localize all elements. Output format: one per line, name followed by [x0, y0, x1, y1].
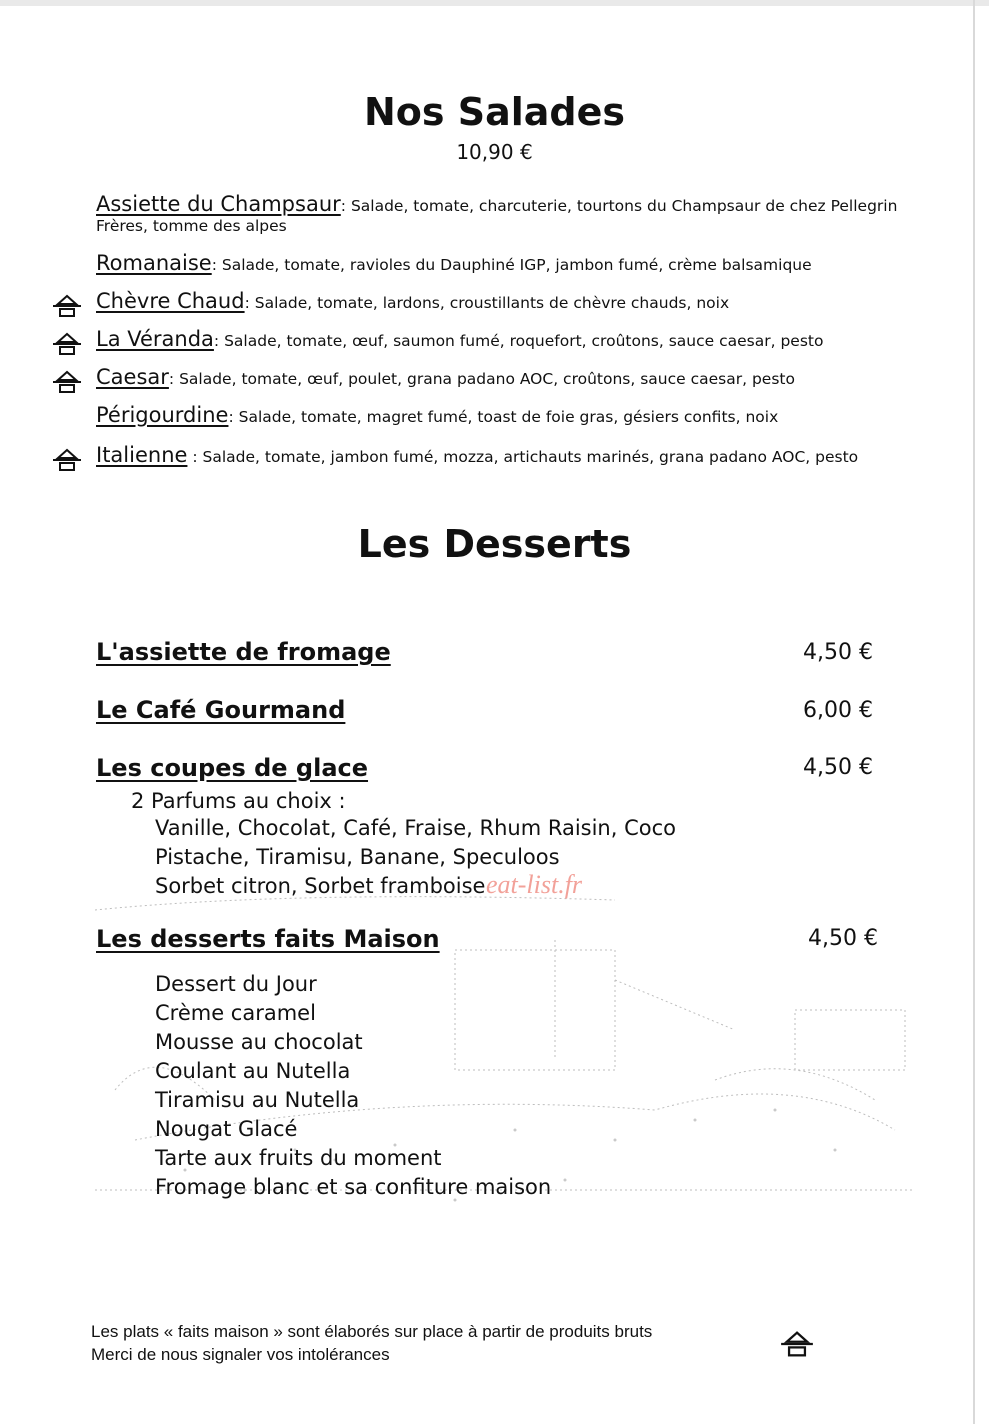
salad-separator: :: [211, 256, 217, 274]
list-item: Crème caramel: [155, 1001, 316, 1025]
glace-flavours: [155, 814, 676, 901]
dessert-price: 4,50 €: [803, 755, 873, 780]
salad-item-assiette-du-champsaur: [96, 194, 916, 236]
salad-separator: :: [340, 197, 346, 215]
footer-line: Merci de nous signaler vos intolérances: [91, 1345, 390, 1364]
salad-name: Assiette du Champsaur: [96, 192, 341, 216]
footer-line: Les plats « faits maison » sont élaborés sur place à partir de produits bruts: [91, 1322, 653, 1341]
salad-separator: :: [187, 448, 198, 466]
dessert-price: 4,50 €: [808, 926, 878, 951]
salad-item-italienne: [96, 445, 916, 467]
list-item: Pistache, Tiramisu, Banane, Speculoos: [155, 845, 560, 869]
glace-heading: 2 Parfums au choix :: [131, 789, 346, 813]
salad-separator: :: [168, 370, 175, 388]
dessert-price: 4,50 €: [803, 640, 873, 665]
salad-description: Salade, tomate, charcuterie, tourtons du Champsaur de chez Pellegrin Frères, tomme des alpes: [96, 197, 898, 235]
list-item: Sorbet citron, Sorbet framboise: [155, 874, 486, 898]
dessert-title-assiette-fromage: L'assiette de fromage: [96, 638, 391, 666]
list-item: Nougat Glacé: [155, 1117, 298, 1141]
salad-name: Caesar: [96, 365, 169, 389]
salad-name: Italienne: [96, 443, 188, 467]
dessert-price: 6,00 €: [803, 698, 873, 723]
desserts-title: Les Desserts: [357, 522, 632, 566]
salad-description: Salade, tomate, jambon fumé, mozza, artichauts marinés, grana padano AOC, pesto: [202, 448, 859, 466]
house-icon: [52, 370, 82, 394]
salad-item-perigourdine: [96, 405, 916, 427]
scan-border-top: [0, 0, 989, 6]
list-item: Tarte aux fruits du moment: [155, 1146, 442, 1170]
house-icon: [52, 294, 82, 318]
salad-separator: :: [244, 294, 250, 312]
list-item: Mousse au chocolat: [155, 1030, 363, 1054]
salad-description: Salade, tomate, œuf, poulet, grana padano AOC, croûtons, sauce caesar, pesto: [179, 370, 795, 388]
dessert-title-coupes-glace: Les coupes de glace: [96, 754, 369, 782]
list-item: Tiramisu au Nutella: [155, 1088, 360, 1112]
salad-name: Périgourdine: [96, 403, 229, 427]
list-item: Coulant au Nutella: [155, 1059, 351, 1083]
watermark: eat-list.fr: [486, 870, 583, 899]
salad-description: Salade, tomate, œuf, saumon fumé, roquefort, croûtons, sauce caesar, pesto: [224, 332, 824, 350]
salad-name: Romanaise: [96, 251, 212, 275]
salad-item-romanaise: [96, 253, 916, 275]
salad-name: La Véranda: [96, 327, 214, 351]
footer-note: [91, 1320, 652, 1366]
maison-list: [155, 970, 551, 1202]
salades-price: 10,90 €: [456, 140, 533, 164]
salad-description: Salade, tomate, magret fumé, toast de foie gras, gésiers confits, noix: [238, 408, 779, 426]
salad-description: Salade, tomate, lardons, croustillants de chèvre chauds, noix: [254, 294, 730, 312]
house-icon: [52, 448, 82, 472]
list-item: Fromage blanc et sa confiture maison: [155, 1175, 552, 1199]
dessert-title-cafe-gourmand: Le Café Gourmand: [96, 696, 346, 724]
salad-separator: :: [213, 332, 220, 350]
salad-description: Salade, tomate, ravioles du Dauphiné IGP, jambon fumé, crème balsamique: [221, 256, 812, 274]
house-icon: [780, 1330, 814, 1358]
salad-item-chevre-chaud: [96, 291, 916, 313]
dessert-title-desserts-maison: Les desserts faits Maison: [96, 925, 440, 953]
list-item: Vanille, Chocolat, Café, Fraise, Rhum Raisin, Coco: [155, 816, 677, 840]
house-icon: [52, 332, 82, 356]
salad-name: Chèvre Chaud: [96, 289, 245, 313]
scan-border-right: [973, 0, 975, 1424]
list-item: Dessert du Jour: [155, 972, 317, 996]
salad-separator: :: [228, 408, 234, 426]
salad-item-la-veranda: [96, 329, 916, 351]
salades-title: Nos Salades: [363, 90, 626, 134]
salad-item-caesar: [96, 367, 916, 389]
